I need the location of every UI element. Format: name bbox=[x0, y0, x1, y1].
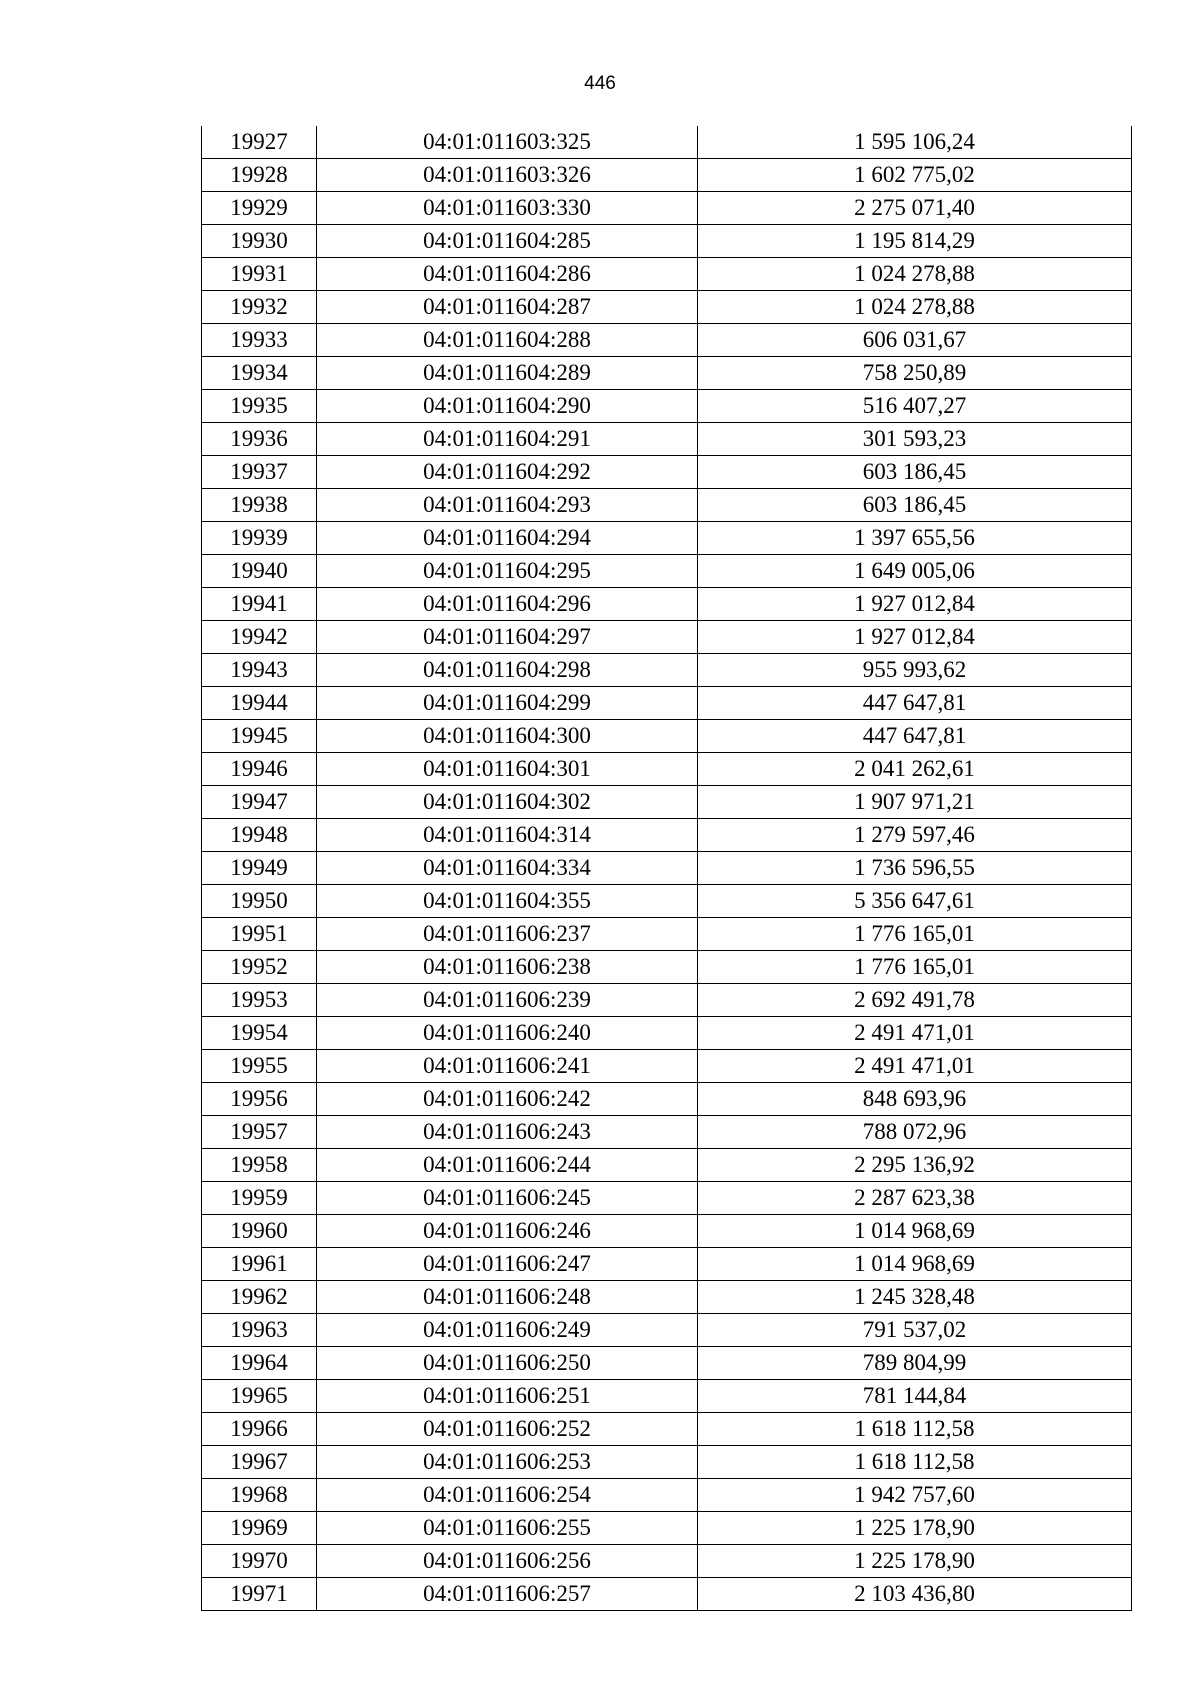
value-cell: 1 618 112,58 bbox=[698, 1413, 1132, 1446]
value-cell: 788 072,96 bbox=[698, 1116, 1132, 1149]
cadastral-number-cell: 04:01:011606:241 bbox=[317, 1050, 698, 1083]
row-number-cell: 19946 bbox=[202, 753, 317, 786]
value-cell: 1 736 596,55 bbox=[698, 852, 1132, 885]
row-number-cell: 19968 bbox=[202, 1479, 317, 1512]
value-cell: 1 397 655,56 bbox=[698, 522, 1132, 555]
value-cell: 758 250,89 bbox=[698, 357, 1132, 390]
row-number-cell: 19949 bbox=[202, 852, 317, 885]
table-row bbox=[202, 1545, 1132, 1578]
table-row bbox=[202, 126, 1132, 159]
table-row bbox=[202, 390, 1132, 423]
table-row bbox=[202, 588, 1132, 621]
table-row bbox=[202, 1578, 1132, 1611]
row-number-cell: 19938 bbox=[202, 489, 317, 522]
cadastral-number-cell: 04:01:011604:302 bbox=[317, 786, 698, 819]
value-cell: 1 618 112,58 bbox=[698, 1446, 1132, 1479]
cadastral-number-cell: 04:01:011604:334 bbox=[317, 852, 698, 885]
table-row bbox=[202, 984, 1132, 1017]
value-cell: 848 693,96 bbox=[698, 1083, 1132, 1116]
row-number-cell: 19941 bbox=[202, 588, 317, 621]
page-number: 446 bbox=[584, 73, 616, 94]
value-cell: 2 295 136,92 bbox=[698, 1149, 1132, 1182]
cadastral-number-cell: 04:01:011604:300 bbox=[317, 720, 698, 753]
cadastral-number-cell: 04:01:011604:293 bbox=[317, 489, 698, 522]
row-number-cell: 19959 bbox=[202, 1182, 317, 1215]
table-row bbox=[202, 423, 1132, 456]
value-cell: 1 942 757,60 bbox=[698, 1479, 1132, 1512]
row-number-cell: 19971 bbox=[202, 1578, 317, 1611]
table-row bbox=[202, 291, 1132, 324]
value-cell: 2 491 471,01 bbox=[698, 1017, 1132, 1050]
value-cell: 447 647,81 bbox=[698, 720, 1132, 753]
cadastral-number-cell: 04:01:011604:299 bbox=[317, 687, 698, 720]
value-cell: 1 907 971,21 bbox=[698, 786, 1132, 819]
value-cell: 603 186,45 bbox=[698, 456, 1132, 489]
table-row bbox=[202, 918, 1132, 951]
row-number-cell: 19961 bbox=[202, 1248, 317, 1281]
row-number-cell: 19927 bbox=[202, 126, 317, 159]
table-row bbox=[202, 1182, 1132, 1215]
table-row bbox=[202, 885, 1132, 918]
row-number-cell: 19953 bbox=[202, 984, 317, 1017]
row-number-cell: 19965 bbox=[202, 1380, 317, 1413]
value-cell: 2 491 471,01 bbox=[698, 1050, 1132, 1083]
value-cell: 2 287 623,38 bbox=[698, 1182, 1132, 1215]
row-number-cell: 19957 bbox=[202, 1116, 317, 1149]
row-number-cell: 19933 bbox=[202, 324, 317, 357]
cadastral-number-cell: 04:01:011606:248 bbox=[317, 1281, 698, 1314]
cadastral-number-cell: 04:01:011606:250 bbox=[317, 1347, 698, 1380]
value-cell: 2 692 491,78 bbox=[698, 984, 1132, 1017]
table-row bbox=[202, 1347, 1132, 1380]
cadastral-number-cell: 04:01:011603:330 bbox=[317, 192, 698, 225]
value-cell: 2 103 436,80 bbox=[698, 1578, 1132, 1611]
value-cell: 1 195 814,29 bbox=[698, 225, 1132, 258]
value-cell: 447 647,81 bbox=[698, 687, 1132, 720]
cadastral-number-cell: 04:01:011606:243 bbox=[317, 1116, 698, 1149]
table-row bbox=[202, 159, 1132, 192]
cadastral-number-cell: 04:01:011604:286 bbox=[317, 258, 698, 291]
row-number-cell: 19970 bbox=[202, 1545, 317, 1578]
row-number-cell: 19958 bbox=[202, 1149, 317, 1182]
value-cell: 1 014 968,69 bbox=[698, 1215, 1132, 1248]
table-row bbox=[202, 357, 1132, 390]
row-number-cell: 19962 bbox=[202, 1281, 317, 1314]
cadastral-number-cell: 04:01:011604:298 bbox=[317, 654, 698, 687]
table-row bbox=[202, 1512, 1132, 1545]
value-cell: 1 024 278,88 bbox=[698, 291, 1132, 324]
cadastral-number-cell: 04:01:011606:237 bbox=[317, 918, 698, 951]
cadastral-number-cell: 04:01:011604:297 bbox=[317, 621, 698, 654]
value-cell: 1 776 165,01 bbox=[698, 918, 1132, 951]
value-cell: 2 275 071,40 bbox=[698, 192, 1132, 225]
cadastral-number-cell: 04:01:011606:251 bbox=[317, 1380, 698, 1413]
row-number-cell: 19939 bbox=[202, 522, 317, 555]
row-number-cell: 19943 bbox=[202, 654, 317, 687]
cadastral-number-cell: 04:01:011603:326 bbox=[317, 159, 698, 192]
cadastral-number-cell: 04:01:011604:314 bbox=[317, 819, 698, 852]
cadastral-number-cell: 04:01:011606:239 bbox=[317, 984, 698, 1017]
cadastral-number-cell: 04:01:011604:289 bbox=[317, 357, 698, 390]
cadastral-number-cell: 04:01:011604:287 bbox=[317, 291, 698, 324]
cadastral-number-cell: 04:01:011604:296 bbox=[317, 588, 698, 621]
table-body bbox=[202, 126, 1132, 1611]
cadastral-number-cell: 04:01:011604:301 bbox=[317, 753, 698, 786]
value-cell: 1 279 597,46 bbox=[698, 819, 1132, 852]
row-number-cell: 19954 bbox=[202, 1017, 317, 1050]
cadastral-number-cell: 04:01:011606:256 bbox=[317, 1545, 698, 1578]
row-number-cell: 19960 bbox=[202, 1215, 317, 1248]
value-cell: 1 024 278,88 bbox=[698, 258, 1132, 291]
table-row bbox=[202, 555, 1132, 588]
cadastral-number-cell: 04:01:011606:244 bbox=[317, 1149, 698, 1182]
row-number-cell: 19936 bbox=[202, 423, 317, 456]
row-number-cell: 19931 bbox=[202, 258, 317, 291]
row-number-cell: 19964 bbox=[202, 1347, 317, 1380]
cadastral-number-cell: 04:01:011606:255 bbox=[317, 1512, 698, 1545]
row-number-cell: 19944 bbox=[202, 687, 317, 720]
row-number-cell: 19969 bbox=[202, 1512, 317, 1545]
value-cell: 1 927 012,84 bbox=[698, 588, 1132, 621]
row-number-cell: 19930 bbox=[202, 225, 317, 258]
cadastral-number-cell: 04:01:011606:249 bbox=[317, 1314, 698, 1347]
cadastral-value-table bbox=[201, 126, 1132, 1611]
cadastral-number-cell: 04:01:011604:290 bbox=[317, 390, 698, 423]
cadastral-number-cell: 04:01:011604:292 bbox=[317, 456, 698, 489]
value-cell: 606 031,67 bbox=[698, 324, 1132, 357]
value-cell: 516 407,27 bbox=[698, 390, 1132, 423]
row-number-cell: 19955 bbox=[202, 1050, 317, 1083]
row-number-cell: 19935 bbox=[202, 390, 317, 423]
value-cell: 301 593,23 bbox=[698, 423, 1132, 456]
row-number-cell: 19942 bbox=[202, 621, 317, 654]
row-number-cell: 19947 bbox=[202, 786, 317, 819]
cadastral-number-cell: 04:01:011604:294 bbox=[317, 522, 698, 555]
row-number-cell: 19945 bbox=[202, 720, 317, 753]
table-row bbox=[202, 720, 1132, 753]
table-row bbox=[202, 852, 1132, 885]
cadastral-number-cell: 04:01:011604:288 bbox=[317, 324, 698, 357]
cadastral-number-cell: 04:01:011604:295 bbox=[317, 555, 698, 588]
table-row bbox=[202, 1083, 1132, 1116]
table-row bbox=[202, 258, 1132, 291]
value-cell: 955 993,62 bbox=[698, 654, 1132, 687]
row-number-cell: 19967 bbox=[202, 1446, 317, 1479]
row-number-cell: 19937 bbox=[202, 456, 317, 489]
table-row bbox=[202, 951, 1132, 984]
table-row bbox=[202, 1479, 1132, 1512]
cadastral-number-cell: 04:01:011606:252 bbox=[317, 1413, 698, 1446]
row-number-cell: 19940 bbox=[202, 555, 317, 588]
value-cell: 1 014 968,69 bbox=[698, 1248, 1132, 1281]
cadastral-number-cell: 04:01:011606:240 bbox=[317, 1017, 698, 1050]
cadastral-number-cell: 04:01:011606:247 bbox=[317, 1248, 698, 1281]
cadastral-number-cell: 04:01:011604:355 bbox=[317, 885, 698, 918]
table-row bbox=[202, 621, 1132, 654]
value-cell: 1 225 178,90 bbox=[698, 1545, 1132, 1578]
table-row bbox=[202, 654, 1132, 687]
value-cell: 1 776 165,01 bbox=[698, 951, 1132, 984]
row-number-cell: 19963 bbox=[202, 1314, 317, 1347]
table-row bbox=[202, 819, 1132, 852]
row-number-cell: 19952 bbox=[202, 951, 317, 984]
cadastral-number-cell: 04:01:011606:242 bbox=[317, 1083, 698, 1116]
value-cell: 1 649 005,06 bbox=[698, 555, 1132, 588]
row-number-cell: 19951 bbox=[202, 918, 317, 951]
value-cell: 1 595 106,24 bbox=[698, 126, 1132, 159]
cadastral-number-cell: 04:01:011606:245 bbox=[317, 1182, 698, 1215]
row-number-cell: 19950 bbox=[202, 885, 317, 918]
value-cell: 1 225 178,90 bbox=[698, 1512, 1132, 1545]
value-cell: 1 927 012,84 bbox=[698, 621, 1132, 654]
value-cell: 603 186,45 bbox=[698, 489, 1132, 522]
cadastral-number-cell: 04:01:011606:257 bbox=[317, 1578, 698, 1611]
row-number-cell: 19929 bbox=[202, 192, 317, 225]
table-row bbox=[202, 324, 1132, 357]
table-row bbox=[202, 489, 1132, 522]
row-number-cell: 19928 bbox=[202, 159, 317, 192]
cadastral-number-cell: 04:01:011604:291 bbox=[317, 423, 698, 456]
table-row bbox=[202, 786, 1132, 819]
row-number-cell: 19934 bbox=[202, 357, 317, 390]
cadastral-number-cell: 04:01:011604:285 bbox=[317, 225, 698, 258]
table-row bbox=[202, 1380, 1132, 1413]
table-row bbox=[202, 1149, 1132, 1182]
value-cell: 2 041 262,61 bbox=[698, 753, 1132, 786]
cadastral-number-cell: 04:01:011606:238 bbox=[317, 951, 698, 984]
table-row bbox=[202, 522, 1132, 555]
table-row bbox=[202, 225, 1132, 258]
table-row bbox=[202, 1446, 1132, 1479]
cadastral-number-cell: 04:01:011603:325 bbox=[317, 126, 698, 159]
row-number-cell: 19956 bbox=[202, 1083, 317, 1116]
table-row bbox=[202, 1116, 1132, 1149]
table-row bbox=[202, 753, 1132, 786]
row-number-cell: 19932 bbox=[202, 291, 317, 324]
value-cell: 789 804,99 bbox=[698, 1347, 1132, 1380]
cadastral-number-cell: 04:01:011606:254 bbox=[317, 1479, 698, 1512]
table-row bbox=[202, 192, 1132, 225]
row-number-cell: 19966 bbox=[202, 1413, 317, 1446]
value-cell: 1 602 775,02 bbox=[698, 159, 1132, 192]
table-row bbox=[202, 1248, 1132, 1281]
value-cell: 791 537,02 bbox=[698, 1314, 1132, 1347]
cadastral-number-cell: 04:01:011606:246 bbox=[317, 1215, 698, 1248]
table-row bbox=[202, 1281, 1132, 1314]
cadastral-number-cell: 04:01:011606:253 bbox=[317, 1446, 698, 1479]
table-row bbox=[202, 1050, 1132, 1083]
value-cell: 5 356 647,61 bbox=[698, 885, 1132, 918]
table-row bbox=[202, 1314, 1132, 1347]
table-row bbox=[202, 1215, 1132, 1248]
value-cell: 1 245 328,48 bbox=[698, 1281, 1132, 1314]
row-number-cell: 19948 bbox=[202, 819, 317, 852]
table-row bbox=[202, 1017, 1132, 1050]
value-cell: 781 144,84 bbox=[698, 1380, 1132, 1413]
table-row bbox=[202, 456, 1132, 489]
table-row bbox=[202, 1413, 1132, 1446]
table-row bbox=[202, 687, 1132, 720]
